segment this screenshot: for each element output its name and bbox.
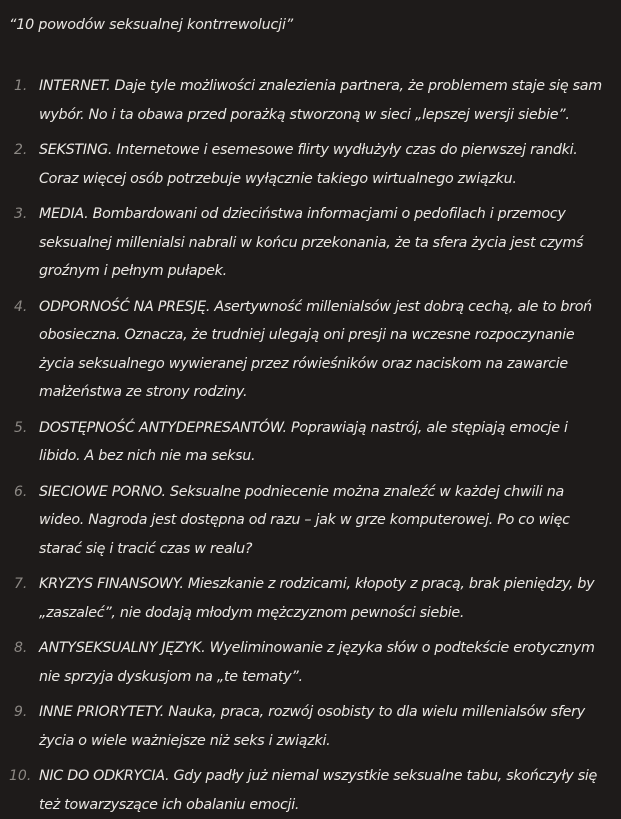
list-item [9, 200, 611, 286]
list-item-number: 3. [14, 206, 28, 222]
list-title: “10 powodów seksualnej kontrrewolucji” [9, 17, 293, 33]
list-item [9, 414, 611, 471]
list-item [9, 762, 611, 819]
list-item-text: ANTYSEKSUALNY JĘZYK. Wyeliminowanie z języka słów o podtekście erotycznym nie sprzyja dyskusjom na „te tematy”. [39, 640, 595, 685]
list-item-text: ODPORNOŚĆ NA PRESJĘ. Asertywność millenialsów jest dobrą cechą, ale to broń obosieczna. Oznacza, że trudniej ulegają oni presji na wczesne rozpoczynanie życia seksualnego wywieranej przez rówieśników oraz naciskom na zawarcie małżeństwa ze strony rodziny. [39, 298, 592, 400]
list-item-text: KRYZYS FINANSOWY. Mieszkanie z rodzicami, kłopoty z pracą, brak pieniędzy, by „zaszaleć”, nie dodają młodym mężczyznom pewności siebie. [39, 576, 595, 621]
reasons-list [9, 72, 611, 819]
list-item [9, 698, 611, 755]
list-item-number: 10. [9, 768, 32, 784]
list-item-number: 4. [14, 298, 28, 315]
list-item-text: INNE PRIORYTETY. Nauka, praca, rozwój osobisty to dla wielu millenialsów sfery życia o wiele ważniejsze niż seks i związki. [39, 704, 585, 749]
list-item [9, 293, 611, 407]
list-item-text: SEKSTING. Internetowe i esemesowe flirty wydłużyły czas do pierwszej randki. Coraz więcej osób potrzebuje wyłącznie takiego wirtualnego związku. [39, 142, 578, 187]
list-item-text: MEDIA. Bombardowani od dzieciństwa informacjami o pedofilach i przemocy seksualnej millenialsi nabrali w końcu przekonania, że ta sfera życia jest czymś groźnym i pełnym pułapek. [39, 206, 584, 279]
list-item-number: 8. [14, 640, 28, 656]
list-item-text: NIC DO ODKRYCIA. Gdy padły już niemal wszystkie seksualne tabu, skończyły się też towarzyszące ich obalaniu emocji. [39, 768, 598, 813]
list-item [9, 478, 611, 564]
list-item-text: DOSTĘPNOŚĆ ANTYDEPRESANTÓW. Poprawiają nastrój, ale stępiają emocje i libido. A bez nich nie ma seksu. [39, 419, 568, 464]
list-item [9, 634, 611, 691]
list-item-number: 6. [14, 483, 28, 500]
list-item [9, 72, 611, 129]
list-item-number: 2. [14, 142, 28, 158]
list-item [9, 570, 611, 627]
list-item-number: 9. [14, 704, 28, 720]
list-item-number: 5. [14, 419, 28, 436]
list-item-text: INTERNET. Daje tyle możliwości znalezienia partnera, że problemem staje się sam wybór. No i ta obawa przed porażką stworzoną w sieci „lepszej wersji siebie”. [39, 78, 602, 123]
list-item-number: 7. [14, 576, 28, 592]
list-item-text: SIECIOWE PORNO. Seksualne podniecenie można znaleźć w każdej chwili na wideo. Nagroda jest dostępna od razu – jak w grze komputerowej. Po co więc starać się i tracić czas w realu? [39, 483, 570, 557]
list-item-number: 1. [14, 78, 28, 94]
list-item [9, 136, 611, 193]
